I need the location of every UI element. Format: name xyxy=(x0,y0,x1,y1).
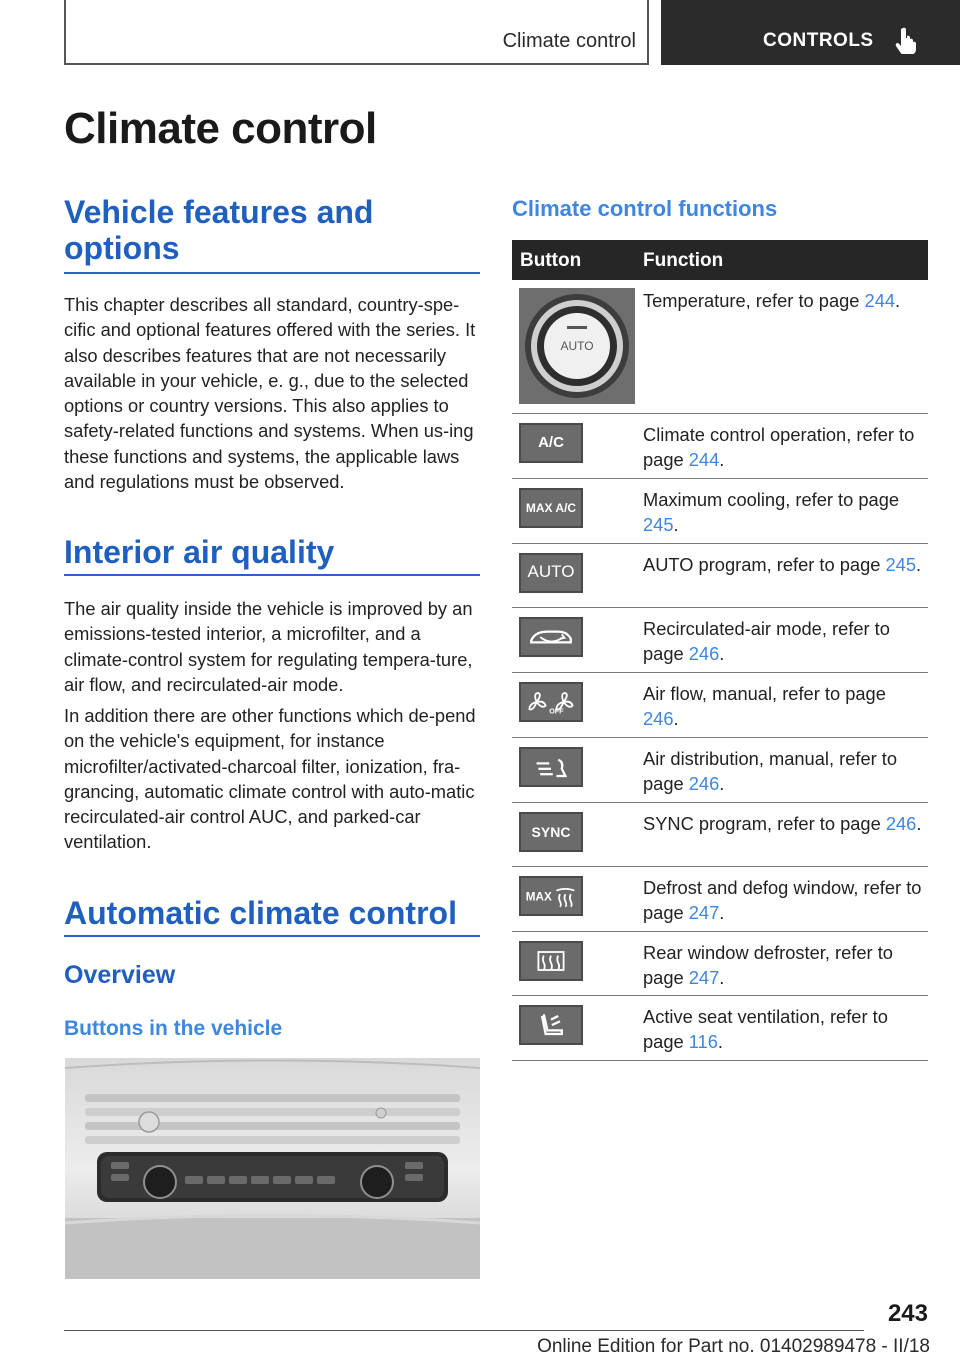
page-link[interactable]: 245 xyxy=(885,554,917,575)
paragraph-vehicle-features: This chapter describes all standard, country-spe-cific and optional features offered with the series. It also describes features that are not necessarily available in your vehicle, e. g., due to the selected options or country versions. This also applies to safety-related functions and systems. When us-ing these functions and systems, the applicable laws and regulations must be observed. xyxy=(64,294,476,493)
column-header-button: Button xyxy=(520,250,582,271)
page-number: 243 xyxy=(887,1300,928,1327)
page-link[interactable]: 246 xyxy=(885,813,917,834)
heading-automatic-climate-control: Automatic climate control xyxy=(64,895,480,937)
function-description: Maximum cooling, refer to page 245. xyxy=(643,489,900,536)
paragraph-air-quality-1: The air quality inside the vehicle is improved by an emissions-tested interior, a microfilter, and a climate-control system for regulating tempera-ture, air flow, and recirculated-air mode. xyxy=(64,598,473,695)
footer-edition: Online Edition for Part no. 01402989478 - II/18 xyxy=(537,1336,930,1357)
page-link[interactable]: 245 xyxy=(643,514,674,536)
sync-button-icon: SYNC xyxy=(519,812,583,852)
temperature-knob-icon xyxy=(519,288,635,404)
table-row xyxy=(512,867,928,932)
function-description: Active seat ventilation, refer to page 116. xyxy=(643,1006,888,1053)
function-description: Rear window defroster, refer to page 247. xyxy=(643,942,893,989)
table-row xyxy=(512,803,928,867)
function-description: Climate control operation, refer to page 244. xyxy=(643,424,915,471)
page-link[interactable]: 246 xyxy=(688,643,720,665)
function-description: Recirculated-air mode, refer to page 246. xyxy=(643,618,890,665)
table-row xyxy=(512,544,928,608)
page-link[interactable]: 247 xyxy=(688,902,720,924)
recirculated-air-icon xyxy=(519,617,583,657)
page-title: Climate control xyxy=(64,104,377,153)
heading-buttons-in-vehicle: Buttons in the vehicle xyxy=(64,1017,283,1040)
column-header-function: Function xyxy=(643,250,724,271)
page-link[interactable]: 246 xyxy=(688,773,720,795)
table-row xyxy=(512,932,928,996)
function-description: Air flow, manual, refer to page 246. xyxy=(643,683,886,730)
table-header xyxy=(512,240,928,280)
heading-vehicle-features: Vehicle features and options xyxy=(64,194,480,274)
table-row xyxy=(512,608,928,673)
function-description: Temperature, refer to page 244. xyxy=(643,290,901,311)
max-label: MAX xyxy=(525,890,552,904)
page-link[interactable]: 244 xyxy=(864,290,896,311)
table-row xyxy=(512,479,928,544)
page-link[interactable]: 244 xyxy=(688,449,720,471)
rear-defroster-icon xyxy=(519,941,583,981)
max-ac-button-icon: MAX A/C xyxy=(519,488,583,528)
page-link[interactable]: 247 xyxy=(688,967,720,989)
table-row xyxy=(512,414,928,479)
header-rule-left xyxy=(64,0,66,64)
function-description: Air distribution, manual, refer to page 246. xyxy=(643,748,898,795)
header-chapter-label: CONTROLS xyxy=(763,30,874,51)
climate-panel-photo xyxy=(65,1058,480,1279)
function-description: SYNC program, refer to page 246. xyxy=(643,813,922,834)
table-row xyxy=(512,280,928,414)
paragraph-air-quality-2: In addition there are other functions which de-pend on the vehicle's equipment, for instance microfilter/activated-charcoal filter, ionization, fra-grancing, automatic climate control with auto-matic recirculated-air control AUC, and parked-car ventilation. xyxy=(64,705,476,853)
table-row xyxy=(512,738,928,803)
air-distribution-icon xyxy=(519,747,583,787)
header-chapter-tab[interactable] xyxy=(661,0,960,65)
seat-ventilation-icon xyxy=(519,1005,583,1045)
function-description: AUTO program, refer to page 245. xyxy=(643,554,922,575)
header-rule-divider xyxy=(647,0,649,64)
table-row xyxy=(512,673,928,738)
knob-auto-label: AUTO xyxy=(560,339,594,353)
fan-icon xyxy=(519,682,583,722)
header-rule-bottom xyxy=(64,63,649,65)
page-link[interactable]: 116 xyxy=(688,1031,718,1053)
heading-interior-air-quality: Interior air quality xyxy=(64,534,480,576)
page-link[interactable]: 246 xyxy=(643,708,674,730)
heading-overview: Overview xyxy=(64,961,176,989)
function-description: Defrost and defog window, refer to page 247. xyxy=(643,877,922,924)
footer-rule xyxy=(64,1330,864,1331)
pointing-hand-icon xyxy=(895,26,919,54)
windshield-defrost-icon xyxy=(519,876,583,916)
functions-table xyxy=(512,240,928,1061)
ac-button-icon: A/C xyxy=(519,423,583,463)
off-label: OFF xyxy=(549,706,564,716)
auto-button-icon: AUTO xyxy=(519,553,583,593)
header-section-title: Climate control xyxy=(502,30,636,52)
heading-climate-functions: Climate control functions xyxy=(512,196,778,221)
table-row xyxy=(512,996,928,1061)
